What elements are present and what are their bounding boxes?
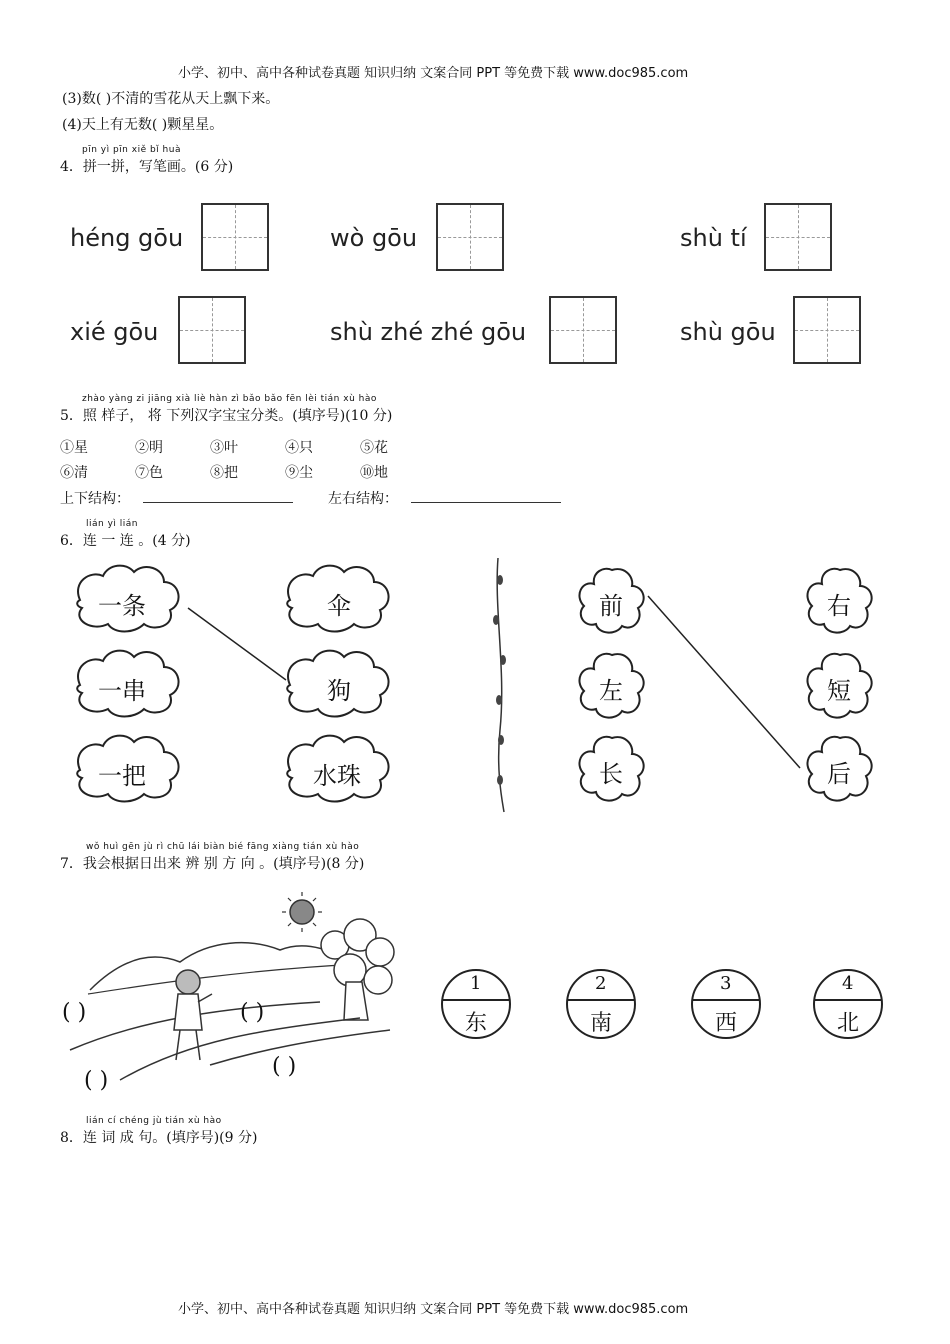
q5-option-9: ⑨尘 <box>285 465 313 481</box>
stroke-pinyin-3: shù tí <box>680 224 747 252</box>
direction-blank-1[interactable]: ( ) <box>62 1000 87 1025</box>
q5-option-7: ⑦色 <box>135 465 163 481</box>
q8-pinyin: lián cí chéng jù tián xù hào <box>86 1116 222 1126</box>
page-header: 小学、初中、高中各种试卷真题 知识归纳 文案合同 PPT 等免费下载 www.doc985.com <box>178 66 689 81</box>
direction-badges <box>430 960 900 1050</box>
q7-title: 7．我会根据日出来 辨 别 方 向 。(填序号)(8 分) <box>60 856 365 872</box>
q4-pinyin: pīn yì pīn xiě bǐ huà <box>82 145 181 155</box>
q5-option-8: ⑧把 <box>210 465 238 481</box>
q5-option-1: ①星 <box>60 440 88 456</box>
flower-word-2[interactable]: 左 <box>599 677 623 705</box>
direction-number-4: 4 <box>842 973 854 994</box>
q3-item-4: (4)天上有无数( )颗星星。 <box>62 117 224 133</box>
flower-word-6[interactable]: 后 <box>827 760 851 788</box>
cloud-word-6[interactable]: 水珠 <box>313 762 361 790</box>
q5-left-right-label: 左右结构： <box>328 491 398 507</box>
flower-word-4[interactable]: 右 <box>827 592 851 620</box>
stroke-pinyin-6: shù gōu <box>680 318 776 346</box>
vine-divider <box>497 558 504 812</box>
q7-pinyin: wǒ huì gēn jù rì chū lái biàn bié fāng xiàng tián xù hào <box>86 842 360 852</box>
stroke-pinyin-1: héng gōu <box>70 224 184 252</box>
q6-title: 6．连 一 连 。(4 分) <box>60 533 191 549</box>
writing-grid-5[interactable] <box>549 296 617 364</box>
q5-option-4: ④只 <box>285 440 313 456</box>
q5-option-3: ③叶 <box>210 440 238 456</box>
direction-east[interactable]: 东 <box>465 1011 488 1036</box>
tree-icon <box>321 919 394 1020</box>
q5-option-10: ⑩地 <box>360 465 388 481</box>
direction-number-1: 1 <box>470 973 482 994</box>
match-line-2 <box>648 596 800 768</box>
direction-blank-3[interactable]: ( ) <box>272 1054 297 1079</box>
direction-south[interactable]: 南 <box>590 1011 613 1036</box>
direction-blank-2[interactable]: ( ) <box>240 1000 265 1025</box>
page-footer: 小学、初中、高中各种试卷真题 知识归纳 文案合同 PPT 等免费下载 www.doc985.com <box>178 1302 689 1317</box>
match-line-1 <box>188 608 286 680</box>
direction-number-2: 2 <box>595 973 607 994</box>
stroke-pinyin-5: shù zhé zhé gōu <box>330 318 527 346</box>
writing-grid-1[interactable] <box>201 203 269 271</box>
cloud-word-1[interactable]: 一条 <box>98 592 146 620</box>
direction-north[interactable]: 北 <box>837 1011 860 1036</box>
cloud-word-4[interactable]: 伞 <box>327 592 351 620</box>
q6-pinyin: lián yì lián <box>86 519 138 529</box>
cloud-word-2[interactable]: 一串 <box>98 677 146 705</box>
q8-title: 8．连 词 成 句。(填序号)(9 分) <box>60 1130 258 1146</box>
stroke-pinyin-2: wò gōu <box>330 224 418 252</box>
q5-option-6: ⑥清 <box>60 465 88 481</box>
direction-west[interactable]: 西 <box>715 1011 738 1036</box>
flower-word-1[interactable]: 前 <box>599 592 623 620</box>
writing-grid-4[interactable] <box>178 296 246 364</box>
q5-option-5: ⑤花 <box>360 440 388 456</box>
direction-number-3: 3 <box>720 973 732 994</box>
q5-pinyin: zhào yàng zi jiāng xià liè hàn zì bǎo bǎo fēn lèi tián xù hào <box>82 394 377 404</box>
q5-top-bottom-label: 上下结构： <box>60 491 130 507</box>
cloud-word-5[interactable]: 狗 <box>327 677 351 705</box>
q4-title: 4．拼一拼，写笔画。(6 分) <box>60 159 234 175</box>
flower-word-5[interactable]: 短 <box>827 677 851 705</box>
q3-item-3: (3)数( )不清的雪花从天上飘下来。 <box>62 91 280 107</box>
q5-left-right-answer[interactable] <box>411 488 561 503</box>
girl-figure <box>174 970 212 1060</box>
q5-top-bottom-answer[interactable] <box>143 488 293 503</box>
direction-blank-4[interactable]: ( ) <box>84 1068 109 1093</box>
writing-grid-6[interactable] <box>793 296 861 364</box>
writing-grid-3[interactable] <box>764 203 832 271</box>
flower-word-3[interactable]: 长 <box>599 760 623 788</box>
cloud-word-3[interactable]: 一把 <box>98 762 146 790</box>
mountains-shape <box>90 943 340 990</box>
sun-icon <box>282 892 322 932</box>
writing-grid-2[interactable] <box>436 203 504 271</box>
sunrise-illustration <box>60 890 420 1100</box>
q5-option-2: ②明 <box>135 440 163 456</box>
q5-title: 5．照 样子， 将 下列汉字宝宝分类。(填序号)(10 分) <box>60 408 393 424</box>
stroke-pinyin-4: xié gōu <box>70 318 159 346</box>
